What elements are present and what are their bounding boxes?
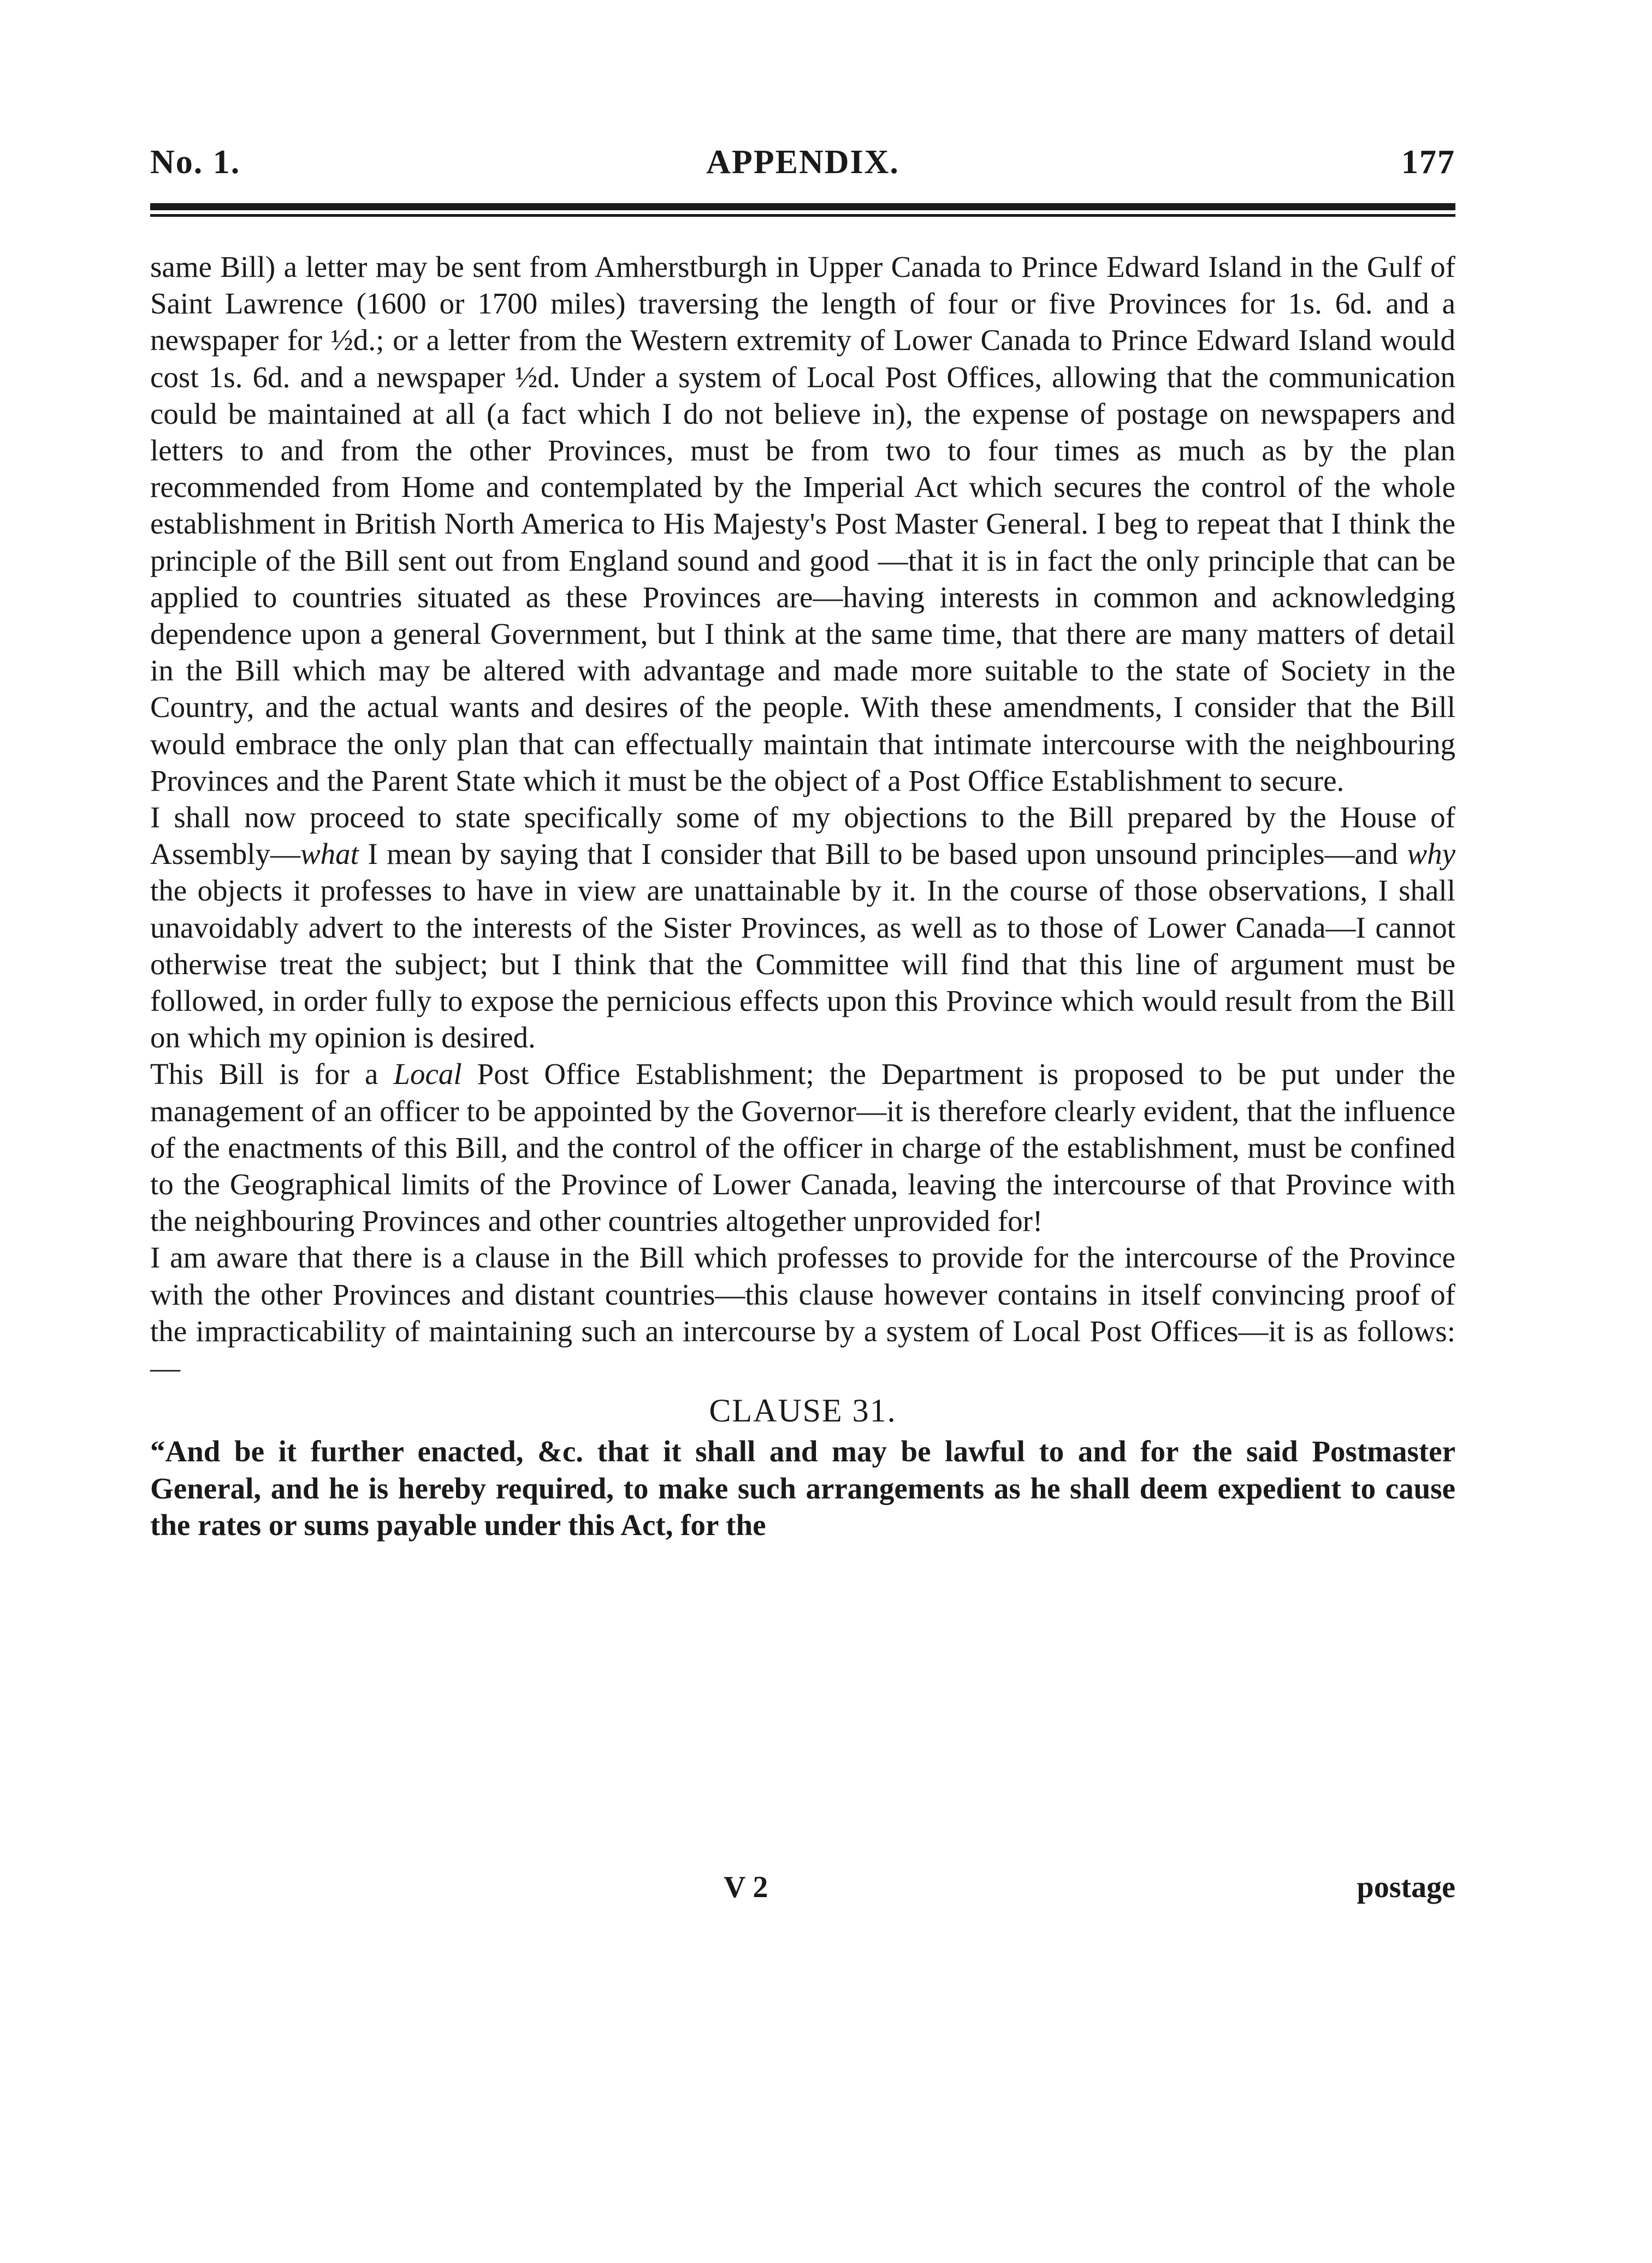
section-title: APPENDIX.: [706, 144, 899, 181]
paragraph-3-emphasis-local: Local: [393, 1057, 462, 1091]
paragraph-2-emphasis-why: why: [1407, 837, 1455, 871]
clause-heading: CLAUSE 31.: [709, 1393, 897, 1429]
paragraph-4: I am aware that there is a clause in the Bill which professes to provide for the intercourse of the Province with the other Provinces and distant countries—this clause however contains in itself convincing proof of the impracticability of maintaining such an intercourse by a system of Local Post Offices—it is as follows:—: [150, 1241, 1455, 1385]
paragraph-2-emphasis-what: what: [300, 837, 359, 871]
paragraph-3-text-b: Post Office Establishment; the Department is proposed to be put under the management of an officer to be appointed by the Governor—it is therefore clearly evident, that the influence of the enactments of this Bill, and the control of the officer in charge of the establishment, must be confined to the Geographical limits of the Province of Lower Canada, leaving the intercourse of that Province with the neighbouring Provinces and other countries altogether unprovided for!: [150, 1057, 1455, 1238]
header-rule-thick: [150, 203, 1455, 210]
page-number: 177: [1401, 144, 1455, 181]
paragraph-1: same Bill) a letter may be sent from Amherstburgh in Upper Canada to Prince Edward Island in the Gulf of Saint Lawrence (1600 or 1700 miles) traversing the length of four or five Provinces for 1s. 6d. and a newspaper for ½d.; or a letter from the Western extremity of Lower Canada to Prince Edward Island would cost 1s. 6d. and a newspaper ½d. Under a system of Local Post Offices, allowing that the communication could be maintained at all (a fact which I do not believe in), the expense of postage on newspapers and letters to and from the other Provinces, must be from two to four times as much as by the plan recommended from Home and contemplated by the Imperial Act which secures the control of the whole establishment in British North America to His Majesty's Post Master General. I beg to repeat that I think the principle of the Bill sent out from England sound and good —that it is in fact the only principle that can be applied to countries situated as these Provinces are—having interests in common and acknowledging dependence upon a general Government, but I think at the same time, that there are many matters of detail in the Bill which may be altered with advantage and made more suitable to the state of Society in the Country, and the actual wants and desires of the people. With these amendments, I consider that the Bill would embrace the only plan that can effectually maintain that intimate intercourse with the neighbouring Provinces and the Parent State which it must be the object of a Post Office Establishment to secure.: [150, 250, 1455, 797]
paragraph-2-text-b: I mean by saying that I consider that Bill to be based upon unsound principles—and: [358, 837, 1407, 871]
running-header: [150, 143, 1455, 187]
header-rule-thin: [150, 214, 1455, 217]
document-number: No. 1.: [150, 144, 241, 181]
page-footer: [150, 1870, 1455, 1908]
signature-mark: V 2: [724, 1870, 768, 1904]
paragraph-3-text-a: This Bill is for a: [150, 1057, 394, 1091]
catchword: postage: [1357, 1870, 1455, 1904]
paragraph-2: [150, 799, 1455, 1056]
paragraph-3: [150, 1056, 1455, 1239]
paragraph-2-text-a: I shall now proceed to state specifically some of my objections to the Bill prepared by the House of Assembly—: [150, 801, 1455, 871]
body-text: [150, 248, 1455, 1543]
paragraph-2-text-c: the objects it professes to have in view are unattainable by it. In the course of those observations, I shall unavoidably advert to the interests of the Sister Provinces, as well as to those of Lower Canada—I cannot otherwise treat the subject; but I think that the Committee will find that this line of argument must be followed, in order fully to expose the pernicious effects upon this Province which would result from the Bill on which my opinion is desired.: [150, 874, 1455, 1055]
clause-quote: “And be it further enacted, &c. that it shall and may be lawful to and for the said Postmaster General, and he is hereby required, to make such arrangements as he shall deem expedient to cause the rates or sums payable under this Act, for the: [150, 1435, 1455, 1542]
